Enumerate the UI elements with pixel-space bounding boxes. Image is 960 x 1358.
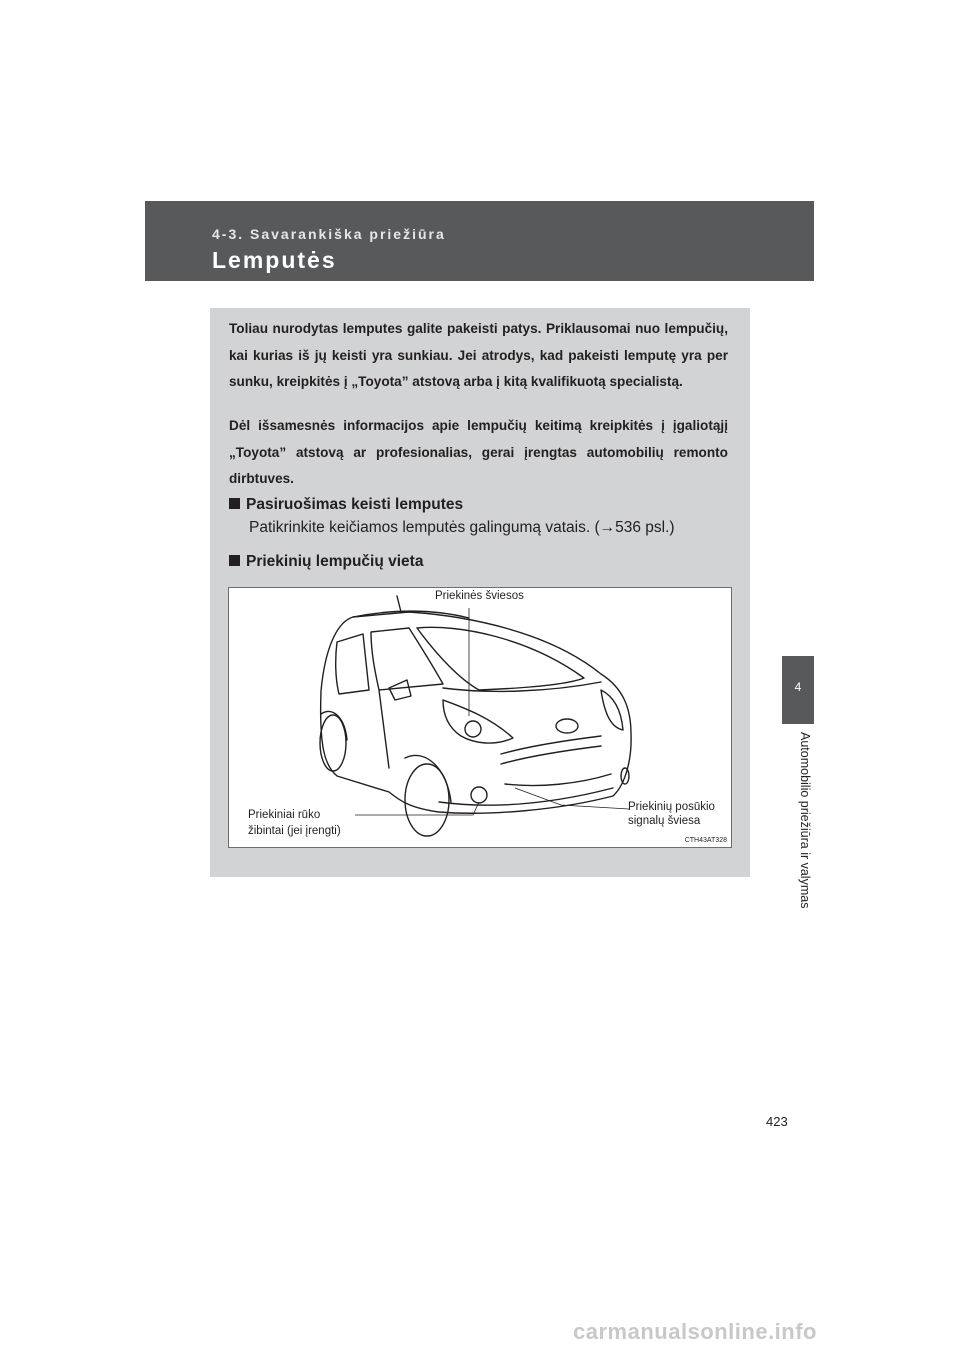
page-number: 423 xyxy=(766,1114,788,1129)
grille-lower xyxy=(501,746,601,764)
door-line xyxy=(379,690,389,768)
car-front-lights-figure xyxy=(228,587,732,848)
turn-signal-callout xyxy=(628,800,715,828)
windshield-outline xyxy=(417,627,584,690)
lower-grille xyxy=(505,774,611,786)
hood-line xyxy=(443,682,601,691)
left-headlight-lens xyxy=(465,721,481,737)
car-body-outline xyxy=(321,612,631,813)
antenna xyxy=(397,596,401,612)
page-title: Lemputės xyxy=(212,247,337,273)
section-body-preparation: Patikrinkite keičiamos lemputės galingumą vatais. (→536 psl.) xyxy=(249,519,675,536)
intro-paragraph-2: Dėl išsamesnės informacijos apie lempučių keitimą kreipkitės į įgaliotąjį „Toyota” atstovą ar profesionalias, gerai įrengtas automobilių remonto dirbtuves. xyxy=(229,418,728,486)
fog-lights-callout xyxy=(248,807,341,839)
right-headlight-shape xyxy=(601,690,623,730)
side-window-rear xyxy=(336,634,369,694)
rear-wheel xyxy=(320,715,346,771)
chapter-number: 4 xyxy=(794,680,802,694)
fog-lights-callout-line-1: Priekiniai rūko xyxy=(248,809,321,821)
front-wheel xyxy=(405,764,449,836)
square-bullet-icon xyxy=(229,555,240,566)
turn-signal-callout-line-1: Priekinių posūkio xyxy=(628,801,715,813)
square-bullet-icon xyxy=(229,498,240,509)
headlights-callout: Priekinės šviesos xyxy=(435,590,524,602)
left-fog-light xyxy=(471,787,487,803)
grille-upper xyxy=(501,736,601,754)
section-label: 4-3. Savarankiška priežiūra xyxy=(212,226,446,242)
fog-lights-callout-line-2: žibintai (jei įrengti) xyxy=(248,825,341,837)
section-heading-text: Pasiruošimas keisti lemputes xyxy=(246,496,464,513)
chapter-title: Automobilio priežiūra ir valymas xyxy=(798,732,812,909)
intro-paragraph-1: Toliau nurodytas lemputes galite pakeisti patys. Priklausomai nuo lempučių, kai kurias iš jų keisti yra sunkiau. Jei atrodys, kad pakeisti lemputę yra per sunku, kreipkitės į „Toyota” atstovą arba į kitą kvalifikuotą specialistą. xyxy=(229,321,728,389)
turn-signal-callout-line-2: signalų šviesa xyxy=(628,815,701,827)
section-heading-location xyxy=(229,553,423,571)
turn-signal-leader-line xyxy=(515,788,629,809)
left-headlight-shape xyxy=(443,700,513,743)
watermark: carmanualsonline.info xyxy=(573,1319,817,1344)
chapter-tab xyxy=(782,656,814,724)
figure-code: CTH43AT328 xyxy=(684,837,727,844)
side-mirror xyxy=(389,680,411,700)
section-heading-preparation xyxy=(229,496,463,514)
section-heading-text: Priekinių lempučių vieta xyxy=(246,553,424,570)
toyota-emblem xyxy=(556,719,578,733)
